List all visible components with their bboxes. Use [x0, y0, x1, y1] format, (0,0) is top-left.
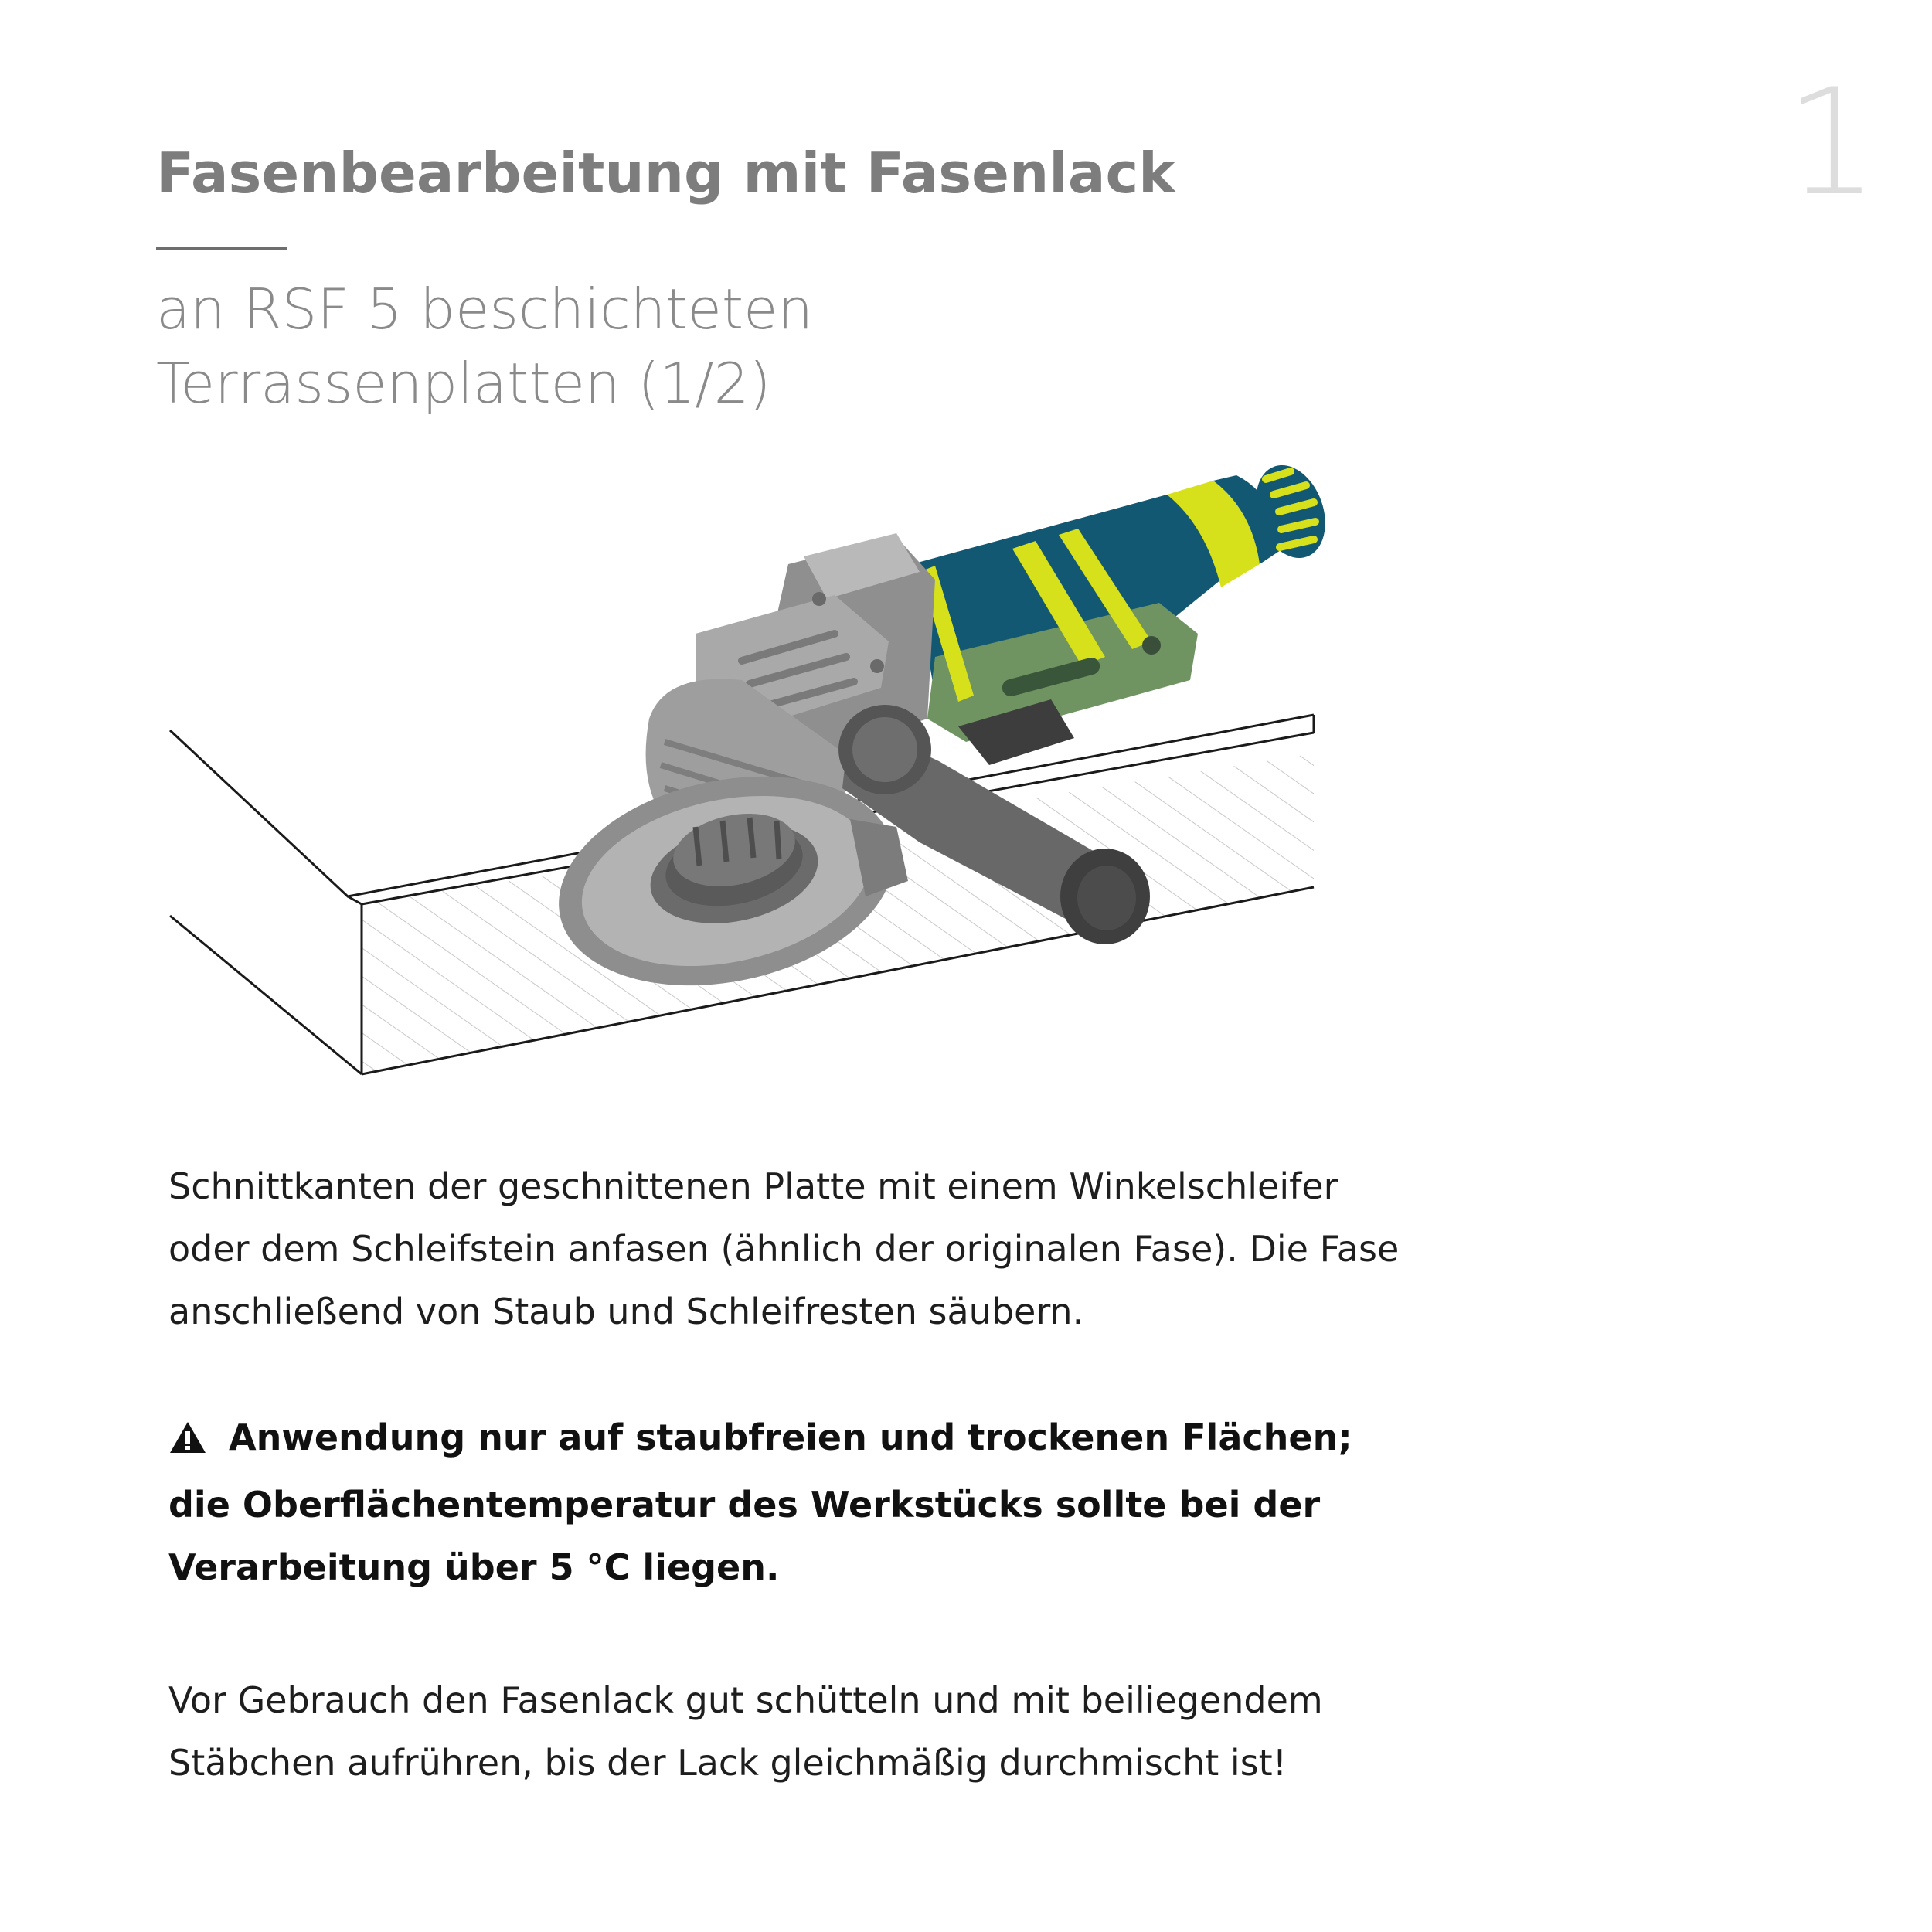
page-title: Fasenbearbeitung mit Fasenlack [156, 141, 1176, 206]
instruction-paragraph-1 [168, 1155, 1400, 1343]
subtitle-line: Terrassenplatten (1/2) [156, 351, 771, 416]
page-number: 1 [1785, 57, 1879, 228]
warning-notice [168, 1406, 1352, 1599]
subtitle-line: an RSF 5 beschichteten [156, 277, 814, 342]
paragraph-line: anschließend von Staub und Schleifresten säubern. [168, 1291, 1084, 1332]
page-subtitle [156, 272, 813, 420]
warning-line: die Oberflächentemperatur des Werkstücks sollte bei der [168, 1484, 1321, 1526]
warning-line: Anwendung nur auf staubfreien und trockenen Flächen; [229, 1417, 1352, 1458]
paragraph-line: Stäbchen aufrühren, bis der Lack gleichmäßig durchmischt ist! [168, 1742, 1287, 1784]
paragraph-line: oder dem Schleifstein anfasen (ähnlich der originalen Fase). Die Fase [168, 1228, 1400, 1270]
paragraph-line: Schnittkanten der geschnittenen Platte mit einem Winkelschleifer [168, 1165, 1338, 1207]
warning-line: Verarbeitung über 5 °C liegen. [168, 1546, 780, 1588]
warning-triangle-icon [168, 1411, 207, 1474]
instruction-paragraph-2 [168, 1669, 1323, 1794]
paragraph-line: Vor Gebrauch den Fasenlack gut schütteln und mit beiliegendem [168, 1679, 1323, 1721]
angle-grinder-on-slab-icon [155, 464, 1345, 1100]
title-divider [156, 247, 287, 250]
